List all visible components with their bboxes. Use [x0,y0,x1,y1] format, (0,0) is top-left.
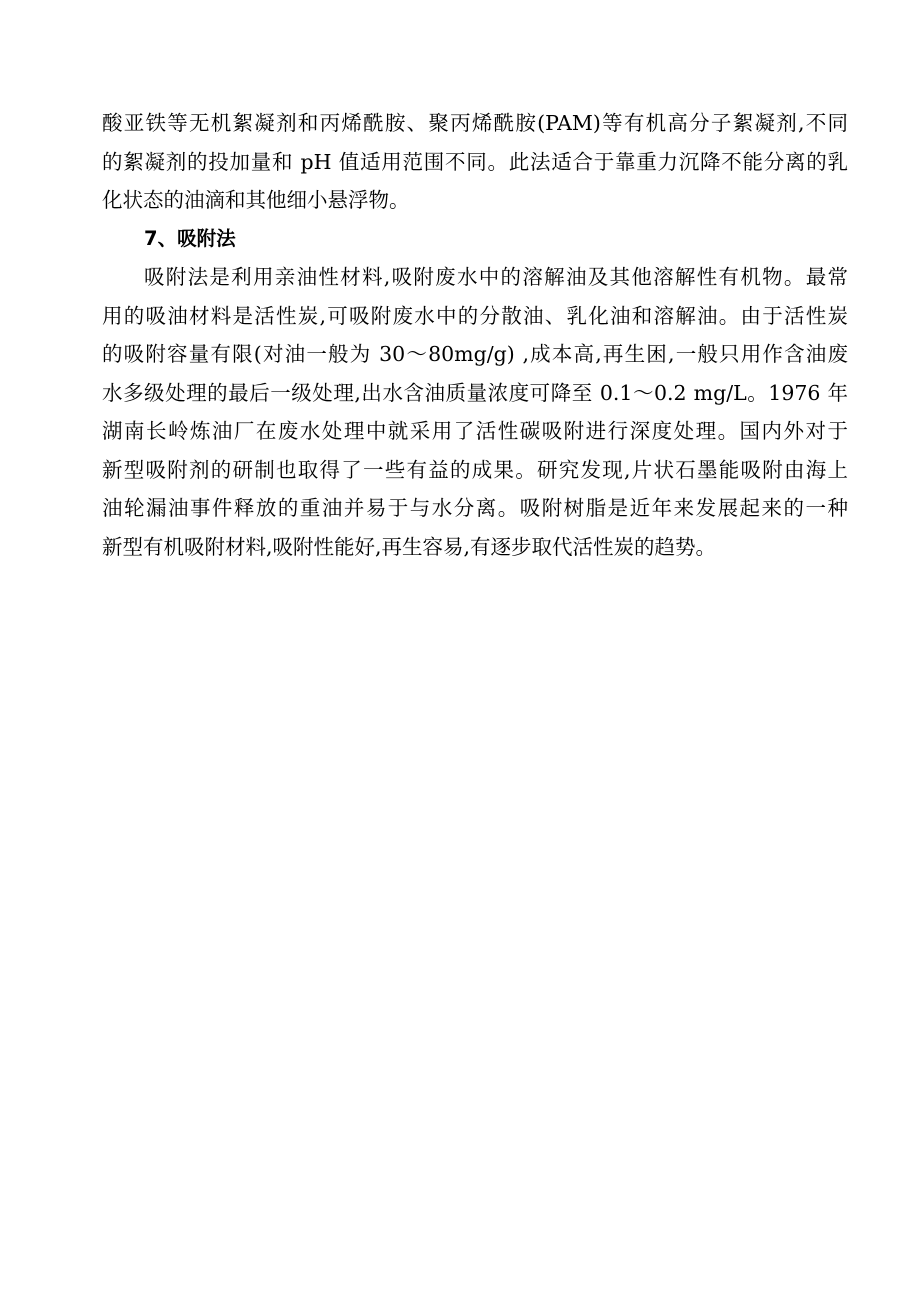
paragraph-line: 用的吸油材料是活性炭,可吸附废水中的分散油、乳化油和溶解油。由于活性炭 [102,303,848,328]
paragraph-line: 水多级处理的最后一级处理,出水含油质量浓度可降至 0.1～0.2 mg/L。1976 年 [102,380,848,405]
paragraph-line: 的絮凝剂的投加量和 pH 值适用范围不同。此法适合于靠重力沉降不能分离的乳 [102,149,848,174]
paragraph-line: 湖南长岭炼油厂在废水处理中就采用了活性碳吸附进行深度处理。国内外对于 [102,419,848,443]
paragraph-line: 油轮漏油事件释放的重油并易于与水分离。吸附树脂是近年来发展起来的一种 [102,496,848,520]
paragraph-adsorption [102,258,848,566]
paragraph-line: 新型吸附剂的研制也取得了一些有益的成果。研究发现,片状石墨能吸附由海上 [102,457,848,482]
paragraph-line: 新型有机吸附材料,吸附性能好,再生容易,有逐步取代活性炭的趋势。 [102,534,717,559]
paragraph-line: 酸亚铁等无机絮凝剂和丙烯酰胺、聚丙烯酰胺(PAM)等有机高分子絮凝剂,不同 [102,111,848,135]
paragraph-line: 吸附法是利用亲油性材料,吸附废水中的溶解油及其他溶解性有机物。最常 [144,265,848,289]
section-heading: 7、吸附法 [144,226,236,250]
paragraph-line: 的吸附容量有限(对油一般为 30～80mg/g) ,成本高,再生困,一般只用作含油废 [102,342,848,366]
paragraph-line: 化状态的油滴和其他细小悬浮物。 [102,188,410,212]
document-body [102,104,848,566]
paragraph-flocculation-continued [102,104,848,220]
